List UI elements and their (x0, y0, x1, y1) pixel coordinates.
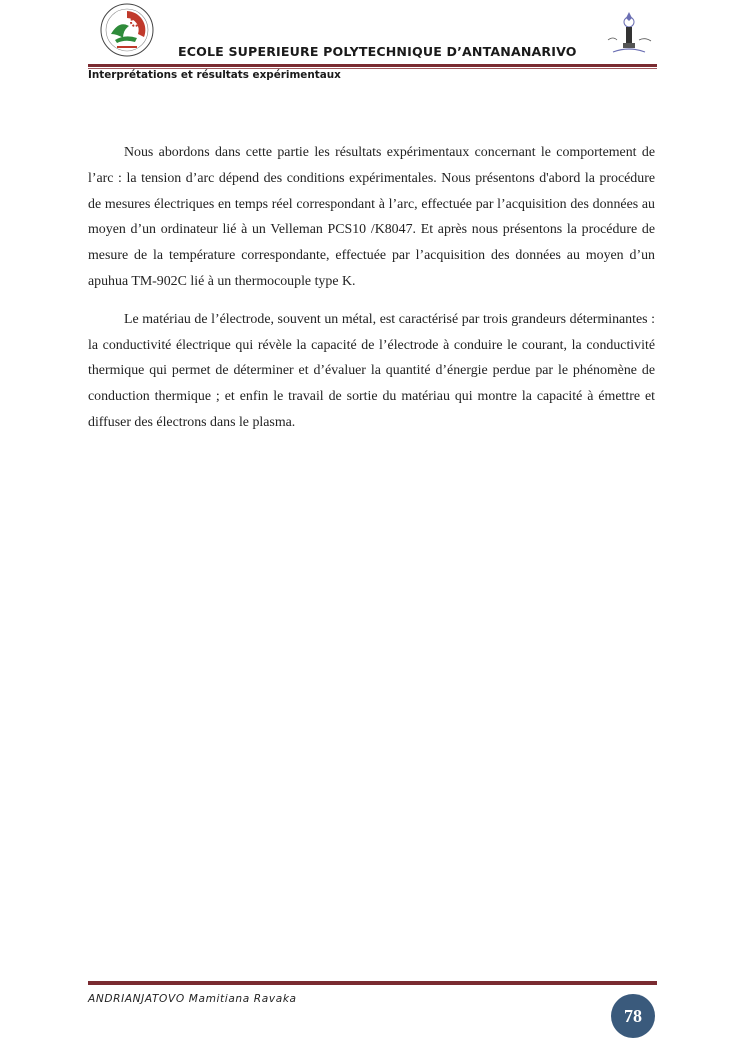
footer-rule (88, 981, 657, 985)
body-text (88, 140, 655, 448)
paragraph: Le matériau de l’électrode, souvent un métal, est caractérisé par trois grandeurs déterminantes : la conductivité électrique qui révèle la capacité de l’électrode à conduire le courant, la conductivité thermique qui permet de déterminer et d’évaluer la quantité d’énergie perdue par le phénomène de conduction thermique ; et enfin le travail de sortie du matériau qui montre la capacité à émettre et diffuser des électrons dans le plasma. (88, 311, 655, 430)
header-rule (88, 64, 657, 67)
paragraph: Nous abordons dans cette partie les résultats expérimentaux concernant le comportement de l’arc : la tension d’arc dépend des conditions expérimentales. Nous présentons d'abord la procédure de mesures électriques en temps réel correspondant à l’arc, effectuée par l’acquisition des données au moyen d’un ordinateur lié à un Velleman PCS10 /K8047. Et après nous présentons la procédure de mesure de la température correspondante, effectuée par l’acquisition des données au moyen d’un apuhua TM-902C lié à un thermocouple type K. (88, 145, 655, 289)
page-number-badge: 78 (611, 994, 655, 1038)
author-name: ANDRIANJATOVO Mamitiana Ravaka (88, 993, 297, 1005)
section-title: Interprétations et résultats expérimentaux (88, 69, 341, 81)
school-emblem-logo (99, 2, 155, 58)
school-name-heading: ECOLE SUPERIEURE POLYTECHNIQUE D’ANTANANARIVO (178, 44, 577, 59)
lab-logo (603, 8, 655, 60)
